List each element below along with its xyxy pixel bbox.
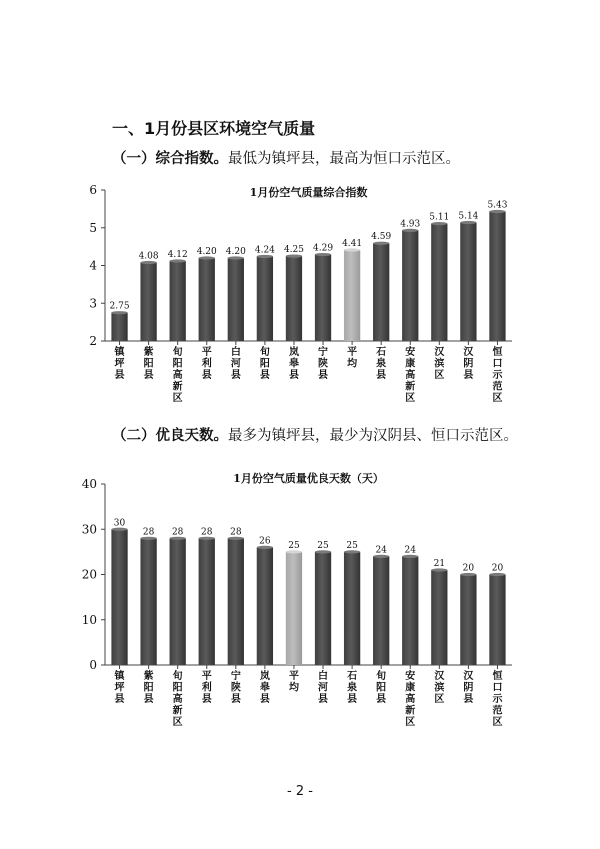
subsection-text: 最多为镇坪县，最少为汉阴县、恒口示范区。 (228, 428, 518, 444)
composite-index-chart-svg (78, 180, 516, 405)
bar (460, 575, 476, 666)
bar (431, 570, 447, 665)
data-label: 4.24 (254, 245, 275, 256)
subsection-label: （一）综合指数。 (112, 151, 228, 167)
data-label: 5.14 (458, 211, 479, 222)
bar (344, 552, 360, 665)
y-tick-label: 5 (89, 220, 97, 235)
x-tick-label: 旬阳县 (259, 347, 270, 381)
bar (228, 258, 244, 341)
x-tick-label: 恒口示范区 (492, 347, 503, 404)
subsection-label: （二）优良天数。 (112, 428, 228, 444)
data-label: 4.41 (342, 239, 363, 250)
y-tick-label: 3 (89, 296, 97, 311)
y-tick-label: 4 (89, 258, 97, 273)
bar (344, 250, 360, 341)
x-tick-label: 平均 (347, 347, 358, 370)
data-label: 28 (201, 527, 213, 538)
data-label: 20 (462, 563, 475, 574)
y-tick-label: 2 (89, 334, 97, 348)
x-tick-label: 岚皋县 (288, 347, 299, 381)
data-label: 4.93 (400, 219, 421, 230)
x-tick-label: 汉阴县 (463, 347, 474, 381)
bar (489, 575, 505, 666)
x-tick-label: 镇坪县 (114, 347, 125, 381)
data-label: 5.11 (429, 212, 450, 223)
section-title: 一、1月份县区环境空气质量 (112, 119, 316, 138)
bar (286, 256, 302, 341)
x-tick-label: 平均 (288, 671, 299, 694)
data-label: 26 (259, 536, 271, 547)
bar (199, 258, 215, 341)
x-tick-label: 白河县 (230, 347, 241, 381)
bar (402, 230, 418, 341)
subsection-good-days (112, 424, 518, 445)
x-tick-label: 旬阳高新区 (172, 347, 183, 404)
x-tick-label: 安康高新区 (405, 671, 416, 728)
x-tick-label: 白河县 (318, 671, 329, 705)
y-tick-label: 20 (81, 567, 97, 582)
data-label: 4.25 (283, 245, 304, 256)
x-tick-label: 紫阳县 (143, 347, 154, 381)
data-label: 20 (491, 563, 504, 574)
good-days-chart-svg (78, 466, 516, 736)
x-tick-label: 平利县 (201, 671, 212, 705)
data-label: 4.59 (371, 232, 392, 243)
bar (315, 552, 331, 665)
y-tick-label: 30 (81, 522, 97, 537)
bar (373, 556, 389, 665)
data-label: 5.43 (487, 200, 508, 211)
bar (402, 556, 418, 665)
x-tick-label: 旬阳县 (376, 671, 387, 705)
subsection-text: 最低为镇坪县，最高为恒口示范区。 (228, 151, 460, 167)
bar (257, 547, 273, 665)
good-days-chart (78, 466, 516, 736)
x-tick-label: 宁陕县 (230, 671, 241, 705)
bar (199, 538, 215, 665)
x-tick-label: 紫阳县 (143, 671, 154, 705)
data-label: 30 (113, 518, 126, 529)
bar (257, 256, 273, 341)
y-tick-label: 40 (81, 477, 97, 491)
bar (228, 538, 244, 665)
y-tick-label: 10 (81, 612, 97, 627)
bar (489, 212, 505, 341)
x-tick-label: 平利县 (201, 347, 212, 381)
x-tick-label: 汉滨区 (434, 671, 445, 705)
bar (140, 538, 156, 665)
data-label: 2.75 (109, 301, 130, 312)
subsection-composite-index (112, 147, 460, 168)
x-tick-label: 旬阳高新区 (172, 671, 183, 728)
data-label: 4.29 (313, 243, 334, 254)
composite-index-chart (78, 180, 516, 405)
data-label: 24 (404, 545, 416, 556)
chart-title: 1月份空气质量综合指数 (249, 186, 368, 199)
data-label: 28 (142, 527, 155, 538)
data-label: 28 (171, 527, 184, 538)
x-tick-label: 安康高新区 (405, 347, 416, 404)
data-label: 4.20 (225, 246, 246, 257)
data-label: 4.12 (167, 249, 188, 260)
x-tick-label: 汉滨区 (434, 347, 445, 381)
bar (373, 243, 389, 341)
bar (170, 538, 186, 665)
data-label: 24 (375, 545, 387, 556)
bar (286, 552, 302, 665)
chart-title: 1月份空气质量优良天数（天） (233, 472, 384, 485)
x-tick-label: 宁陕县 (318, 347, 329, 381)
x-tick-label: 恒口示范区 (492, 671, 503, 728)
x-tick-label: 岚皋县 (259, 671, 270, 705)
page-number: - 2 - (287, 784, 313, 799)
bar (140, 262, 156, 341)
y-tick-label: 0 (89, 658, 97, 672)
data-label: 4.08 (138, 251, 159, 262)
data-label: 25 (317, 540, 329, 551)
data-label: 21 (433, 558, 446, 569)
y-tick-label: 6 (89, 183, 97, 197)
x-tick-label: 镇坪县 (114, 671, 125, 705)
data-label: 28 (230, 527, 242, 538)
data-label: 25 (346, 540, 358, 551)
bar (111, 529, 127, 665)
bar (315, 255, 331, 341)
bar (111, 313, 127, 341)
x-tick-label: 汉阴县 (463, 671, 474, 705)
data-label: 25 (288, 540, 300, 551)
bar (170, 261, 186, 341)
bar (431, 224, 447, 341)
data-label: 4.20 (196, 246, 217, 257)
x-tick-label: 石泉县 (347, 671, 358, 705)
x-tick-label: 石泉县 (376, 347, 387, 381)
bar (460, 222, 476, 341)
